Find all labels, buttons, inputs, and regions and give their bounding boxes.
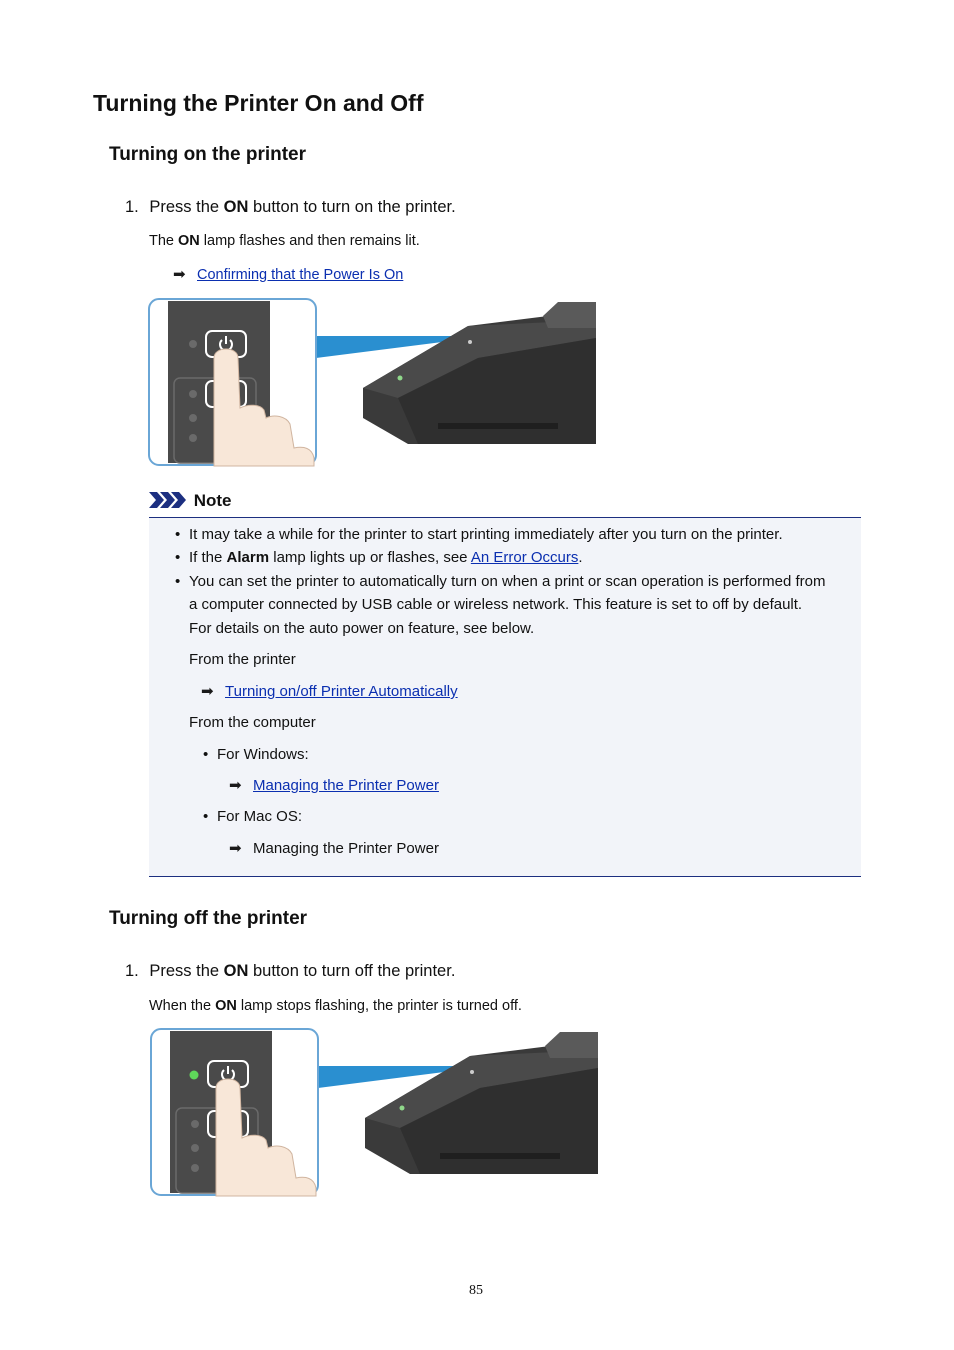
note-bullet-2: • If the Alarm lamp lights up or flashes, see An Error Occurs.	[175, 549, 583, 566]
desc-bold: ON	[215, 998, 237, 1014]
windows-item: • For Windows:	[203, 746, 309, 763]
note-b2-post: .	[578, 549, 583, 566]
from-printer-label: From the printer	[189, 651, 296, 668]
arrow-right-icon: ➡	[229, 777, 242, 794]
step-number: 1.	[125, 198, 139, 216]
on-lamp-green	[190, 1071, 199, 1080]
note-b2-bold: Alarm	[226, 549, 270, 566]
confirm-power-link-row	[173, 265, 403, 283]
note-b3-line2: a computer connected by USB cable or wireless network. This feature is set to off by default.	[189, 596, 803, 613]
note-b2-mid: lamp lights up or flashes, see	[269, 549, 471, 566]
desc-pre: When the	[149, 998, 216, 1014]
desc-bold: ON	[178, 233, 200, 249]
step-off-description	[149, 998, 522, 1014]
printer-body	[365, 1032, 598, 1174]
from-computer-label: From the computer	[189, 714, 316, 731]
confirm-power-link[interactable]: Confirming that the Power Is On	[197, 267, 404, 283]
section-heading-off: Turning off the printer	[109, 908, 308, 929]
error-occurs-link[interactable]: An Error Occurs	[470, 549, 579, 566]
printer-off-illustration	[150, 1028, 600, 1198]
windows-power-link[interactable]: Managing the Printer Power	[253, 777, 439, 794]
page-title: Turning the Printer On and Off	[93, 90, 424, 116]
step-text-bold: ON	[223, 962, 249, 980]
section-heading-on: Turning on the printer	[109, 144, 307, 165]
step-number: 1.	[125, 962, 139, 980]
note-b2-pre: If the	[189, 549, 227, 566]
note-header	[149, 491, 232, 511]
step-text-post: button to turn on the printer.	[248, 198, 456, 216]
mac-text-row	[229, 837, 439, 861]
note-b3-line3: For details on the auto power on feature, see below.	[189, 620, 535, 637]
arrow-right-icon: ➡	[173, 266, 186, 283]
step-text-post: button to turn off the printer.	[248, 962, 456, 980]
printer-body	[363, 302, 596, 444]
note-bullet-1: • It may take a while for the printer to start printing immediately after you turn on the printer.	[175, 526, 783, 543]
note-bullet-3: • You can set the printer to automatically turn on when a print or scan operation is performed from	[175, 573, 826, 590]
mac-item: • For Mac OS:	[203, 808, 303, 825]
arrow-right-icon: ➡	[229, 840, 242, 857]
step-text-pre: Press the	[149, 962, 224, 980]
arrow-right-icon: ➡	[201, 683, 214, 700]
desc-pre: The	[149, 233, 179, 249]
printer-auto-link-row	[201, 680, 458, 704]
note-b1-text: It may take a while for the printer to start printing immediately after you turn on the printer.	[189, 526, 783, 543]
desc-post: lamp stops flashing, the printer is turned off.	[236, 998, 522, 1014]
step-text-bold: ON	[223, 198, 249, 216]
printer-on-illustration	[148, 298, 598, 468]
windows-link-row	[229, 774, 439, 798]
printer-auto-link[interactable]: Turning on/off Printer Automatically	[225, 683, 458, 700]
step-on	[125, 198, 456, 217]
mac-label: For Mac OS:	[217, 808, 303, 825]
windows-label: For Windows:	[217, 746, 309, 763]
mac-power-text: Managing the Printer Power	[253, 840, 439, 857]
step-off	[125, 962, 455, 981]
step-text-pre: Press the	[149, 198, 224, 216]
note-b3-line1: You can set the printer to automatically turn on when a print or scan operation is performed from	[189, 573, 826, 590]
desc-post: lamp flashes and then remains lit.	[199, 233, 420, 249]
step-on-description	[149, 233, 420, 249]
page-number: 85	[469, 1283, 483, 1298]
note-chevrons-icon	[149, 491, 187, 509]
note-label: Note	[193, 491, 232, 510]
